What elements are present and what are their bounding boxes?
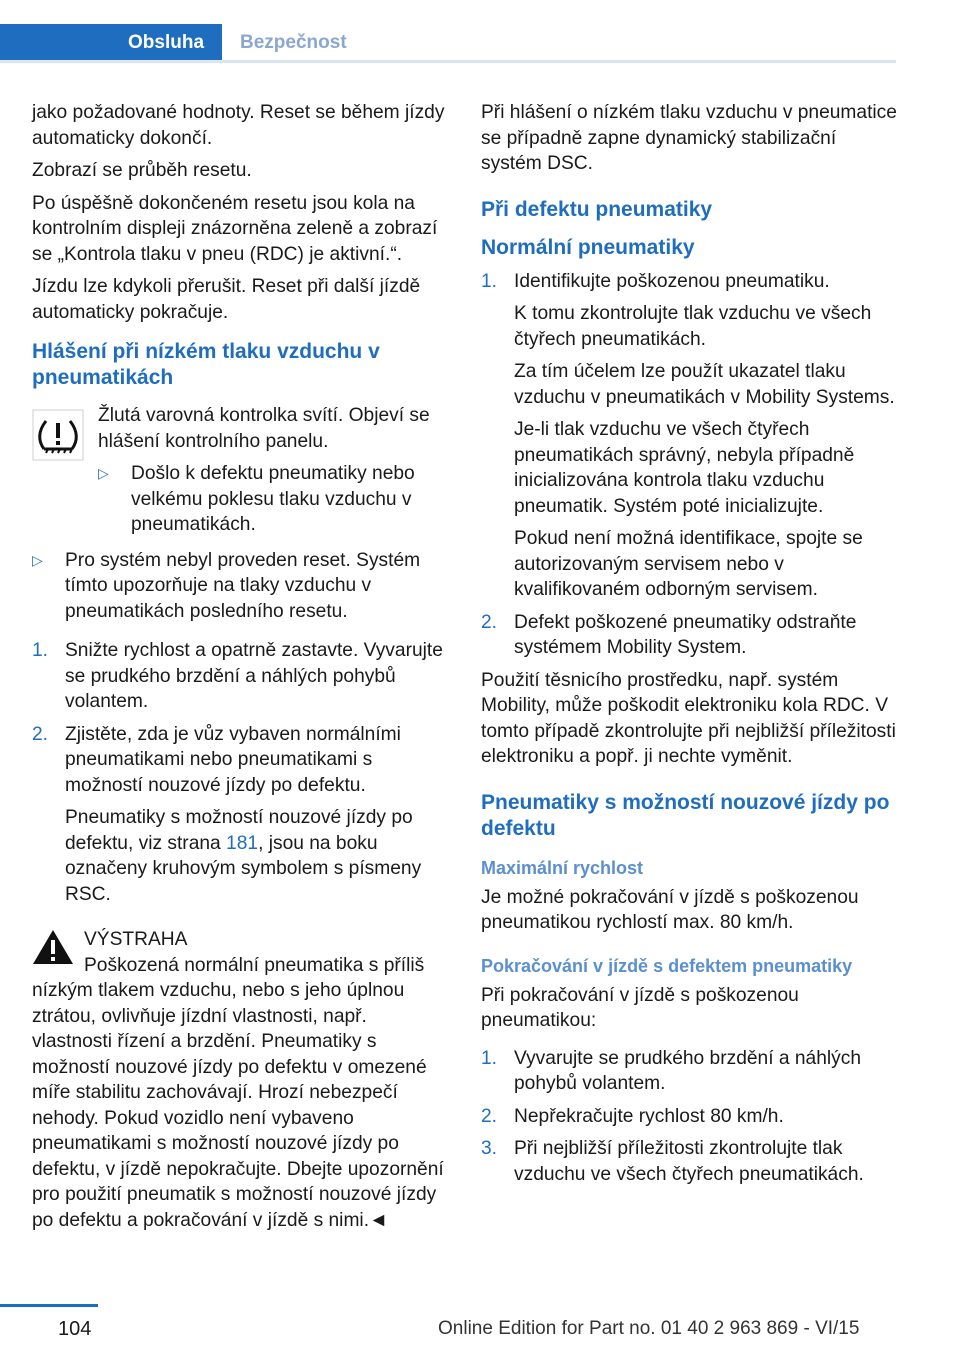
paragraph-interrupt: Jízdu lze kdykoli přerušit. Reset při další jízdě automaticky pokračuje. [32,276,421,323]
list-item: 1. Identifikujte poškozenou pneumatiku. K tomu zkontrolujte tlak vzduchu ve všech čtyřech pneumatikách. Za tím účelem lze použít ukazatel tlaku vzduchu v pneumatikách v Mobility Systems. Je-li tlak vzduchu ve všech čtyřech pneumatikách správný, nebyla případně inicializována kontrola tlaku vzduchu pneumatik. Systém poté inicializujte. Pokud není možná identifikace, spojte se autorizovaným servisem nebo v kvalifikovaném odborným servisem. [481,270,895,600]
heading-normal-tires: Normální pneumatiky [481,235,695,259]
list-item: 2. Zjistěte, zda je vůz vybaven normálními pneumatikami nebo pneumatikami s možností nouzové jízdy po defektu. Pneumatiky s možností nouzové jízdy po defektu, viz strana 181, jsou na boku označeny kruhovým symbolem s písmeny RSC. [32,722,448,908]
warning-text-first: Poškozená normální pneumatika s příliš [84,954,425,976]
heading-max-speed: Maximální rychlost [481,857,644,878]
paragraph-reset-success: Po úspěšně dokončeném resetu jsou kola na kontrolním displeji znázorněna zeleně a zobrazí se „Kontrola tlaku v pneu (RDC) je aktivní.“. [32,192,438,265]
paragraph-progress: Zobrazí se průběh resetu. [32,160,252,181]
list-item: 3. Při nejbližší příležitosti zkontrolujte tlak vzduchu ve všech čtyřech pneumatikách. [481,1138,864,1185]
list-item: 1. Snižte rychlost a opatrně zastavte. Vyvarujte se prudkého brzdění a náhlých pohybů volantem. [32,640,443,712]
step-number: 1. [32,640,49,661]
list-item: 1. Vyvarujte se prudkého brzdění a náhlých pohybů volantem. [481,1047,862,1094]
list-item: ▷ Pro systém nebyl proveden reset. Systém tímto upozorňuje na tlaky vzduchu v pneumatikách posledního resetu. [32,549,421,622]
list-item: 2. Defekt poškozené pneumatiky odstraňte systémem Mobility System. [481,611,857,658]
tire-pressure-warning-icon [32,409,84,461]
step-number: 1. [481,1047,498,1069]
paragraph-sealant: Použití těsnicího prostředku, např. systém Mobility, může poškodit elektroniku kola RDC. V tomto případě zkontrolujte při nejbližší příležitosti elektroniku a popř. ji nechte vyměnit. [481,669,896,767]
step-number: 2. [481,611,498,633]
step-number: 2. [32,723,49,745]
page-number: 104 [58,1318,92,1340]
heading-defect: Při defektu pneumatiky [481,197,713,221]
warning-light-block [32,403,448,538]
warning-box [32,927,448,1233]
runflat-note: Pneumatiky s možností nouzové jízdy po defektu, viz strana 181, jsou na boku označeny kruhovým symbolem s písmeny RSC. [65,807,422,905]
list-item: ▷ Došlo k defektu pneumatiky nebo velkému poklesu tlaku vzduchu v pneumatikách. [98,463,415,535]
step-number: 1. [481,270,498,292]
tab-bezpecnost[interactable]: Bezpečnost [240,32,347,53]
warning-title: VÝSTRAHA [84,929,188,950]
right-column [481,100,897,1194]
paragraph-continue: Při pokračování v jízdě s poškozenou pneumatikou: [481,984,799,1031]
heading-runflat: Pneumatiky s možností nouzové jízdy po defektu [481,790,890,840]
step-number: 2. [481,1105,498,1127]
edition-footer: Online Edition for Part no. 01 40 2 963 869 - VI/15 [438,1318,860,1339]
defect-steps-list [481,269,897,661]
header-rule [0,60,896,63]
left-column [32,100,448,1233]
section-tabs [0,24,365,61]
warning-text: nízkým tlakem vzduchu, nebo s jeho úplnou ztrátou, ovlivňuje jízdní vlastnosti, např. vlastnosti řízení a brzdění. Pneumatiky s možností nouzové jízdy po defektu v omezené míře stabilitu zachovávají. Hrozí nebezpečí nehody. Pokud vozidlo není vybaveno pneumatikami s možností nouzové jízdy po defektu, v jízdě nepokračujte. Dbejte upozornění pro použití pneumatik s možností nouzové jízdy po defektu a pokračování v jízdě s nimi.◄ [32,980,444,1231]
triangle-bullet-icon: ▷ [98,465,109,481]
triangle-bullet-icon: ▷ [32,551,43,568]
step-number: 3. [481,1138,498,1159]
heading-continue: Pokračování v jízdě s defektem pneumatiky [481,955,853,976]
paragraph-reset-complete: jako požadované hodnoty. Reset se během jízdy automaticky dokončí. [32,102,445,149]
paragraph-max-speed: Je možné pokračování v jízdě s poškozenou pneumatikou rychlostí max. 80 km/h. [481,886,859,933]
page-link[interactable]: 181 [226,832,259,854]
continue-steps-list [481,1046,897,1188]
heading-low-pressure: Hlášení při nízkém tlaku vzduchu v pneumatikách [32,340,380,389]
tab-obsluha[interactable]: Obsluha [0,24,222,61]
list-item: 2. Nepřekračujte rychlost 80 km/h. [481,1104,897,1130]
warning-light-text: Žlutá varovná kontrolka svítí. Objeví se hlášení kontrolního panelu. [98,405,430,452]
warning-triangle-icon [32,929,74,965]
steps-list [32,638,448,907]
paragraph-dsc: Při hlášení o nízkém tlaku vzduchu v pneumatice se případně zapne dynamický stabilizační systém DSC. [481,102,897,174]
footer-rule [0,1304,98,1307]
